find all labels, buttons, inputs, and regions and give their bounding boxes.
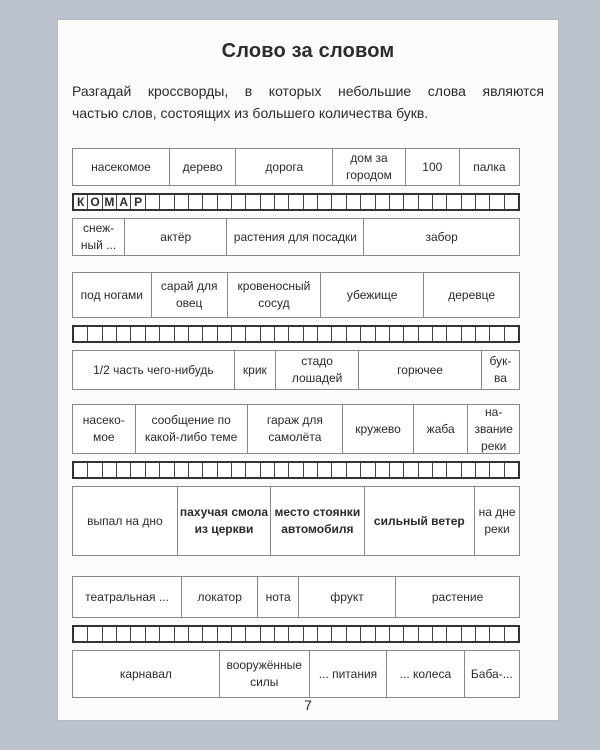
letter-square[interactable] (304, 327, 318, 341)
letter-square[interactable] (160, 327, 174, 341)
clue-cell: место стоянки автомобиля (271, 487, 364, 555)
letter-square[interactable] (447, 195, 461, 209)
letter-square[interactable] (146, 627, 160, 641)
clue-cell: Баба-... (470, 666, 513, 681)
letter-square[interactable] (275, 327, 289, 341)
clue-cell: ... питания (310, 651, 387, 697)
letter-square[interactable] (490, 627, 504, 641)
crossword-puzzle-2 (72, 272, 520, 390)
letter-square[interactable] (376, 327, 390, 341)
letter-square[interactable] (289, 327, 303, 341)
letter-square[interactable] (117, 627, 131, 641)
letter-square[interactable] (189, 463, 203, 477)
clue-cell: сарай для овец (152, 273, 228, 317)
clue-cell: сообщение по какой-либо теме (136, 405, 248, 453)
letter-grid (72, 325, 520, 343)
letter-square[interactable] (332, 195, 346, 209)
letter-square[interactable] (146, 327, 160, 341)
letter-square[interactable] (203, 327, 217, 341)
letter-square[interactable] (289, 627, 303, 641)
clue-cell: карнавал (73, 651, 220, 697)
instructions-line-2: частью слов, состоящих из большего количества букв. (72, 105, 429, 121)
clue-cell: растение (431, 589, 484, 604)
letter-square[interactable] (419, 327, 433, 341)
letter-square[interactable] (189, 327, 203, 341)
letter-square[interactable] (505, 627, 518, 641)
letter-square[interactable] (462, 327, 476, 341)
letter-square[interactable] (361, 195, 375, 209)
clue-cell: кружево (343, 405, 414, 453)
letter-square[interactable] (103, 627, 117, 641)
letter-square[interactable] (88, 327, 102, 341)
letter-square[interactable] (117, 463, 131, 477)
letter-square[interactable] (232, 627, 246, 641)
letter-square[interactable] (390, 463, 404, 477)
clue-cell: гараж для самолёта (248, 405, 344, 453)
letter-grid (72, 625, 520, 643)
letter-square[interactable] (361, 327, 375, 341)
letter-square[interactable] (447, 627, 461, 641)
letter-square[interactable] (289, 195, 303, 209)
letter-square[interactable] (275, 463, 289, 477)
clue-row-top (72, 272, 520, 318)
clue-cell: сильный ветер (365, 487, 476, 555)
letter-square[interactable]: М (103, 195, 117, 209)
letter-square[interactable] (275, 195, 289, 209)
letter-square[interactable] (218, 195, 232, 209)
letter-square[interactable] (189, 627, 203, 641)
page-title: Слово за словом (221, 40, 395, 62)
clue-cell: театральная ... (73, 577, 182, 617)
letter-square[interactable] (490, 463, 504, 477)
clue-cell: актёр (125, 219, 227, 255)
letter-square[interactable] (232, 327, 246, 341)
letter-square[interactable] (261, 327, 275, 341)
clue-cell: крик (235, 351, 276, 389)
letter-square[interactable] (433, 627, 447, 641)
letter-square[interactable] (88, 463, 102, 477)
letter-square[interactable]: О (88, 195, 102, 209)
clue-cell: насекомое (73, 149, 170, 185)
letter-square[interactable] (131, 627, 145, 641)
letter-square[interactable] (318, 195, 332, 209)
instructions-line-1: Разгадай кроссворды, в которых небольшие слова являются (72, 83, 544, 99)
letter-square[interactable] (361, 463, 375, 477)
letter-square[interactable] (332, 327, 346, 341)
letter-square[interactable] (332, 627, 346, 641)
letter-square[interactable] (74, 463, 88, 477)
letter-grid (72, 193, 520, 211)
clue-cell: деревце (448, 287, 496, 302)
instructions (72, 80, 544, 124)
letter-square[interactable] (289, 463, 303, 477)
clue-cell: вооружённые силы (220, 651, 310, 697)
letter-square[interactable] (332, 463, 346, 477)
letter-square[interactable] (404, 463, 418, 477)
letter-square[interactable] (189, 195, 203, 209)
workbook-page (58, 20, 558, 720)
crossword-puzzle-4 (72, 576, 520, 698)
clue-cell: на дне реки (478, 505, 516, 536)
clue-cell: 100 (406, 149, 460, 185)
letter-square[interactable] (390, 627, 404, 641)
clue-cell: дерево (170, 149, 236, 185)
letter-square[interactable] (175, 195, 189, 209)
letter-square[interactable] (175, 627, 189, 641)
letter-square[interactable] (462, 463, 476, 477)
letter-square[interactable] (476, 195, 490, 209)
letter-square[interactable] (505, 327, 518, 341)
clue-cell: пахучая смола из церкви (178, 487, 271, 555)
letter-square[interactable] (160, 463, 174, 477)
letter-square[interactable] (404, 627, 418, 641)
letter-square[interactable] (146, 195, 160, 209)
clue-cell: горючее (359, 351, 482, 389)
letter-square[interactable] (304, 463, 318, 477)
letter-square[interactable] (433, 327, 447, 341)
letter-square[interactable] (361, 627, 375, 641)
letter-square[interactable] (261, 463, 275, 477)
letter-square[interactable] (131, 463, 145, 477)
letter-square[interactable] (404, 327, 418, 341)
letter-square[interactable] (232, 463, 246, 477)
letter-square[interactable] (74, 627, 88, 641)
page-number: 7 (304, 697, 312, 713)
letter-square[interactable] (175, 463, 189, 477)
letter-square[interactable] (318, 463, 332, 477)
letter-square[interactable] (347, 627, 361, 641)
letter-square[interactable] (376, 195, 390, 209)
clue-cell: палка (473, 159, 506, 174)
letter-square[interactable]: К (74, 195, 88, 209)
crossword-puzzle-1 (72, 148, 520, 256)
letter-square[interactable] (433, 195, 447, 209)
letter-square[interactable] (74, 327, 88, 341)
crossword-puzzle-3 (72, 404, 520, 556)
letter-square[interactable] (261, 195, 275, 209)
letter-square[interactable] (462, 627, 476, 641)
letter-square[interactable] (447, 463, 461, 477)
letter-square[interactable] (203, 627, 217, 641)
clue-cell: забор (425, 229, 458, 244)
letter-square[interactable] (318, 627, 332, 641)
letter-square[interactable] (160, 195, 174, 209)
letter-square[interactable] (304, 627, 318, 641)
letter-square[interactable] (476, 327, 490, 341)
letter-square[interactable] (419, 627, 433, 641)
letter-square[interactable] (246, 627, 260, 641)
clue-cell: на-звание реки (474, 404, 513, 453)
letter-square[interactable] (203, 463, 217, 477)
clue-row-top (72, 404, 520, 454)
letter-square[interactable] (246, 327, 260, 341)
clue-row-top (72, 148, 520, 186)
letter-square[interactable] (88, 627, 102, 641)
clue-cell: растения для посадки (227, 219, 364, 255)
clue-cell: нота (258, 577, 299, 617)
clue-cell: кровеносный сосуд (228, 273, 321, 317)
letter-square[interactable] (103, 327, 117, 341)
letter-square[interactable] (447, 327, 461, 341)
clue-row-bottom (72, 650, 520, 698)
letter-square[interactable] (404, 195, 418, 209)
letter-square[interactable] (433, 463, 447, 477)
letter-square[interactable] (347, 463, 361, 477)
letter-square[interactable] (261, 627, 275, 641)
letter-square[interactable] (390, 327, 404, 341)
letter-square[interactable] (476, 627, 490, 641)
letter-square[interactable]: Р (131, 195, 145, 209)
letter-square[interactable] (318, 327, 332, 341)
clue-cell: выпал на дно (73, 487, 178, 555)
clue-row-top (72, 576, 520, 618)
letter-square[interactable] (347, 327, 361, 341)
letter-square[interactable] (390, 195, 404, 209)
letter-square[interactable] (160, 627, 174, 641)
letter-square[interactable] (218, 627, 232, 641)
letter-square[interactable] (146, 463, 160, 477)
letter-square[interactable] (304, 195, 318, 209)
clue-cell: насеко-мое (73, 405, 136, 453)
letter-square[interactable] (246, 463, 260, 477)
letter-square[interactable] (347, 195, 361, 209)
letter-square[interactable] (462, 195, 476, 209)
clue-cell: фрукт (299, 577, 396, 617)
clue-cell: локатор (182, 577, 258, 617)
clue-row-bottom (72, 218, 520, 256)
letter-square[interactable] (218, 463, 232, 477)
letter-square[interactable] (218, 327, 232, 341)
letter-square[interactable] (419, 463, 433, 477)
clue-row-bottom (72, 486, 520, 556)
clue-cell: дом за городом (333, 149, 405, 185)
clue-cell: под ногами (73, 273, 152, 317)
letter-square[interactable] (103, 463, 117, 477)
letter-square[interactable]: А (117, 195, 131, 209)
letter-square[interactable] (275, 627, 289, 641)
letter-square[interactable] (490, 195, 504, 209)
clue-cell: бук-ва (489, 354, 512, 385)
letter-square[interactable] (476, 463, 490, 477)
letter-square[interactable] (232, 195, 246, 209)
letter-square[interactable] (131, 327, 145, 341)
letter-square[interactable] (376, 627, 390, 641)
clue-cell: дорога (236, 149, 333, 185)
letter-square[interactable] (505, 463, 518, 477)
clue-cell: стадо лошадей (276, 351, 359, 389)
clue-cell: жаба (414, 405, 468, 453)
letter-square[interactable] (246, 195, 260, 209)
letter-square[interactable] (490, 327, 504, 341)
letter-square[interactable] (376, 463, 390, 477)
letter-square[interactable] (203, 195, 217, 209)
letter-square[interactable] (117, 327, 131, 341)
letter-square[interactable] (505, 195, 518, 209)
clue-cell: снеж-ный ... (73, 219, 125, 255)
letter-square[interactable] (419, 195, 433, 209)
letter-square[interactable] (175, 327, 189, 341)
letter-grid (72, 461, 520, 479)
clue-cell: 1/2 часть чего-нибудь (73, 351, 235, 389)
clue-cell: убежище (321, 273, 424, 317)
clue-cell: ... колеса (387, 651, 464, 697)
clue-row-bottom (72, 350, 520, 390)
